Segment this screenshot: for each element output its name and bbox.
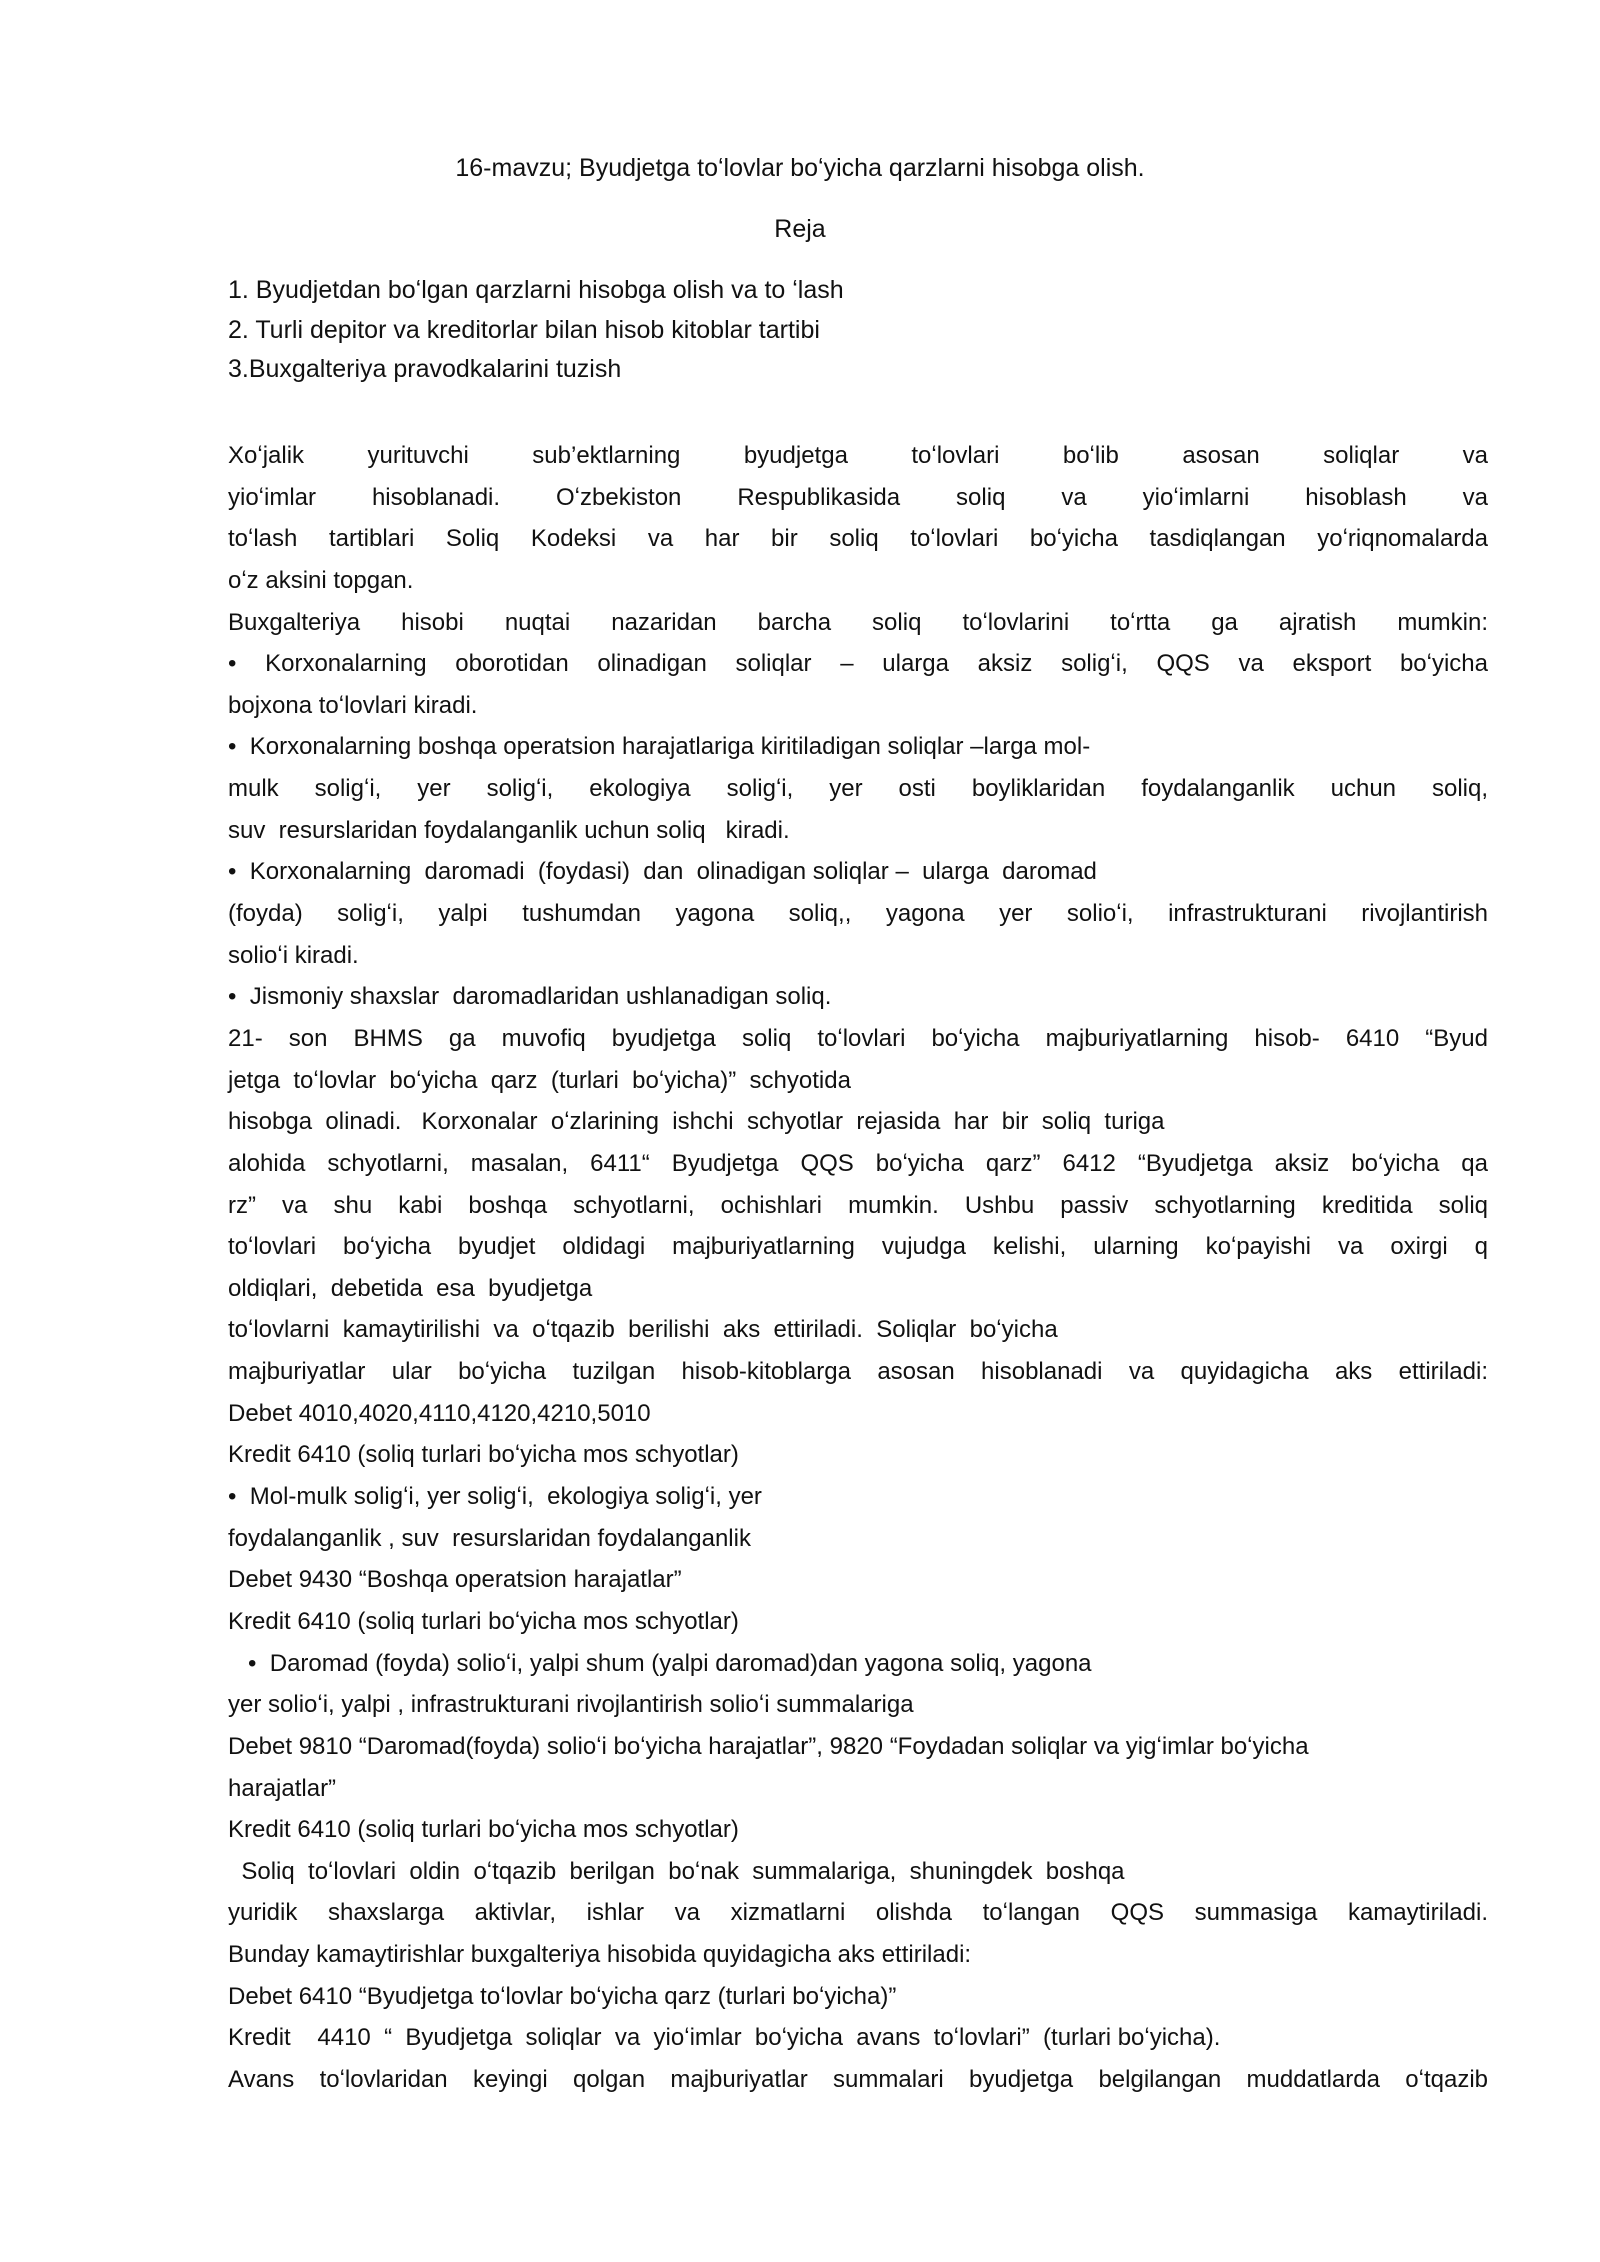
- text-line: Debet 9430 “Boshqa operatsion harajatlar”: [228, 1566, 682, 1594]
- text-line: jetga toʻlovlar boʻyicha qarz (turlari boʻyicha)” schyotida: [228, 1066, 851, 1094]
- text-line: (foyda) soligʻi, yalpi tushumdan yagona soliq,, yagona yer solioʻi, infrastrukturani rivojlantirish: [228, 900, 1488, 928]
- plan-item: 3.Buxgalteriya pravodkalarini tuzish: [228, 355, 622, 383]
- text-line: Xoʻjalik yurituvchi sub’ektlarning byudjetga toʻlovlari boʻlib asosan soliqlar va: [228, 442, 1488, 469]
- text-line: oʻz aksini topgan.: [228, 566, 414, 594]
- text-line: mulk soligʻi, yer soligʻi, ekologiya soligʻi, yer osti boyliklaridan foydalanganlik uchun soliq,: [228, 775, 1488, 803]
- text-line: Kredit 6410 (soliq turlari boʻyicha mos schyotlar): [228, 1441, 739, 1469]
- text-line: • Korxonalarning boshqa operatsion harajatlariga kiritiladigan soliqlar –larga mol-: [228, 733, 1091, 761]
- text-line: Debet 9810 “Daromad(foyda) solioʻi boʻyicha harajatlar”, 9820 “Foydadan soliqlar va yigʻimlar boʻyicha: [228, 1732, 1309, 1760]
- text-line: Kredit 6410 (soliq turlari boʻyicha mos schyotlar): [228, 1816, 739, 1844]
- text-line: alohida schyotlarni, masalan, 6411“ Byudjetga QQS boʻyicha qarz” 6412 “Byudjetga aksiz boʻyicha qa: [228, 1149, 1488, 1177]
- text-line: hisobga olinadi. Korxonalar oʻzlarining ishchi schyotlar rejasida har bir soliq turiga: [228, 1108, 1165, 1136]
- text-line: yuridik shaxslarga aktivlar, ishlar va xizmatlarni olishda toʻlangan QQS summasiga kamaytiriladi.: [228, 1899, 1488, 1927]
- plan-item: 2. Turli depitor va kreditorlar bilan hisob kitoblar tartibi: [228, 315, 820, 344]
- text-line: • Korxonalarning daromadi (foydasi) dan olinadigan soliqlar – ularga daromad: [228, 858, 1097, 886]
- text-line: • Jismoniy shaxslar daromadlaridan ushlanadigan soliq.: [228, 983, 832, 1011]
- text-line: majburiyatlar ular boʻyicha tuzilgan hisob-kitoblarga asosan hisoblanadi va quyidagicha aks ettiriladi:: [228, 1358, 1488, 1386]
- text-line: Buxgalteriya hisobi nuqtai nazaridan barcha soliq toʻlovlarini toʻrtta ga ajratish mumkin:: [228, 608, 1488, 636]
- text-line: • Daromad (foyda) solioʻi, yalpi shum (yalpi daromad)dan yagona soliq, yagona: [228, 1649, 1092, 1677]
- text-line: Soliq toʻlovlari oldin oʻtqazib berilgan boʻnak summalariga, shuningdek boshqa: [228, 1857, 1125, 1885]
- document-title: 16-mavzu; Byudjetga toʻlovlar boʻyicha qarzlarni hisobga olish.: [455, 154, 1145, 182]
- text-line: toʻlovlarni kamaytirilishi va oʻtqazib berilishi aks ettiriladi. Soliqlar boʻyicha: [228, 1316, 1058, 1344]
- plan-list: [228, 271, 844, 390]
- text-line: Debet 4010,4020,4110,4120,4210,5010: [228, 1399, 651, 1427]
- text-line: oldiqlari, debetida esa byudjetga: [228, 1274, 593, 1302]
- text-line: Kredit 4410 “ Byudjetga soliqlar va yioʻimlar boʻyicha avans toʻlovlari” (turlari boʻyicha).: [228, 2024, 1221, 2052]
- text-line: rz” va shu kabi boshqa schyotlarni, ochishlari mumkin. Ushbu passiv schyotlarning kreditida soliq: [228, 1191, 1488, 1219]
- text-line: • Mol-mulk soligʻi, yer soligʻi, ekologiya soligʻi, yer: [228, 1483, 762, 1511]
- plan-item: 1. Byudjetdan boʻlgan qarzlarni hisobga olish va to ʻlash: [228, 276, 844, 304]
- body-text: [228, 435, 1488, 2101]
- text-line: harajatlar”: [228, 1774, 337, 1802]
- text-line: Kredit 6410 (soliq turlari boʻyicha mos schyotlar): [228, 1607, 739, 1635]
- text-line: foydalanganlik , suv resurslaridan foydalanganlik: [228, 1524, 751, 1552]
- text-line: toʻlash tartiblari Soliq Kodeksi va har bir soliq toʻlovlari boʻyicha tasdiqlangan yoʻriqnomalarda: [228, 525, 1488, 553]
- text-line: 21- son BHMS ga muvofiq byudjetga soliq toʻlovlari boʻyicha majburiyatlarning hisob- 6410 “Byud: [228, 1024, 1488, 1052]
- text-line: yer solioʻi, yalpi , infrastrukturani rivojlantirish solioʻi summalariga: [228, 1691, 914, 1719]
- text-line: bojxona toʻlovlari kiradi.: [228, 691, 478, 719]
- text-line: yioʻimlar hisoblanadi. Oʻzbekiston Respublikasida soliq va yioʻimlarni hisoblash va: [228, 483, 1488, 511]
- text-line: • Korxonalarning oborotidan olinadigan soliqlar – ularga aksiz soligʻi, QQS va eksport boʻyicha: [228, 650, 1488, 678]
- text-line: Avans toʻlovlaridan keyingi qolgan majburiyatlar summalari byudjetga belgilangan muddatlarda oʻtqazib: [228, 2065, 1488, 2093]
- text-line: toʻlovlari boʻyicha byudjet oldidagi majburiyatlarning vujudga kelishi, ularning koʻpayishi va oxirgi q: [228, 1233, 1488, 1261]
- text-line: solioʻi kiradi.: [228, 941, 359, 969]
- text-line: Bunday kamaytirishlar buxgalteriya hisobida quyidagicha aks ettiriladi:: [228, 1941, 972, 1969]
- text-line: suv resurslaridan foydalanganlik uchun soliq kiradi.: [228, 816, 790, 844]
- text-line: Debet 6410 “Byudjetga toʻlovlar boʻyicha qarz (turlari boʻyicha)”: [228, 1982, 897, 2010]
- plan-heading: Reja: [774, 215, 826, 243]
